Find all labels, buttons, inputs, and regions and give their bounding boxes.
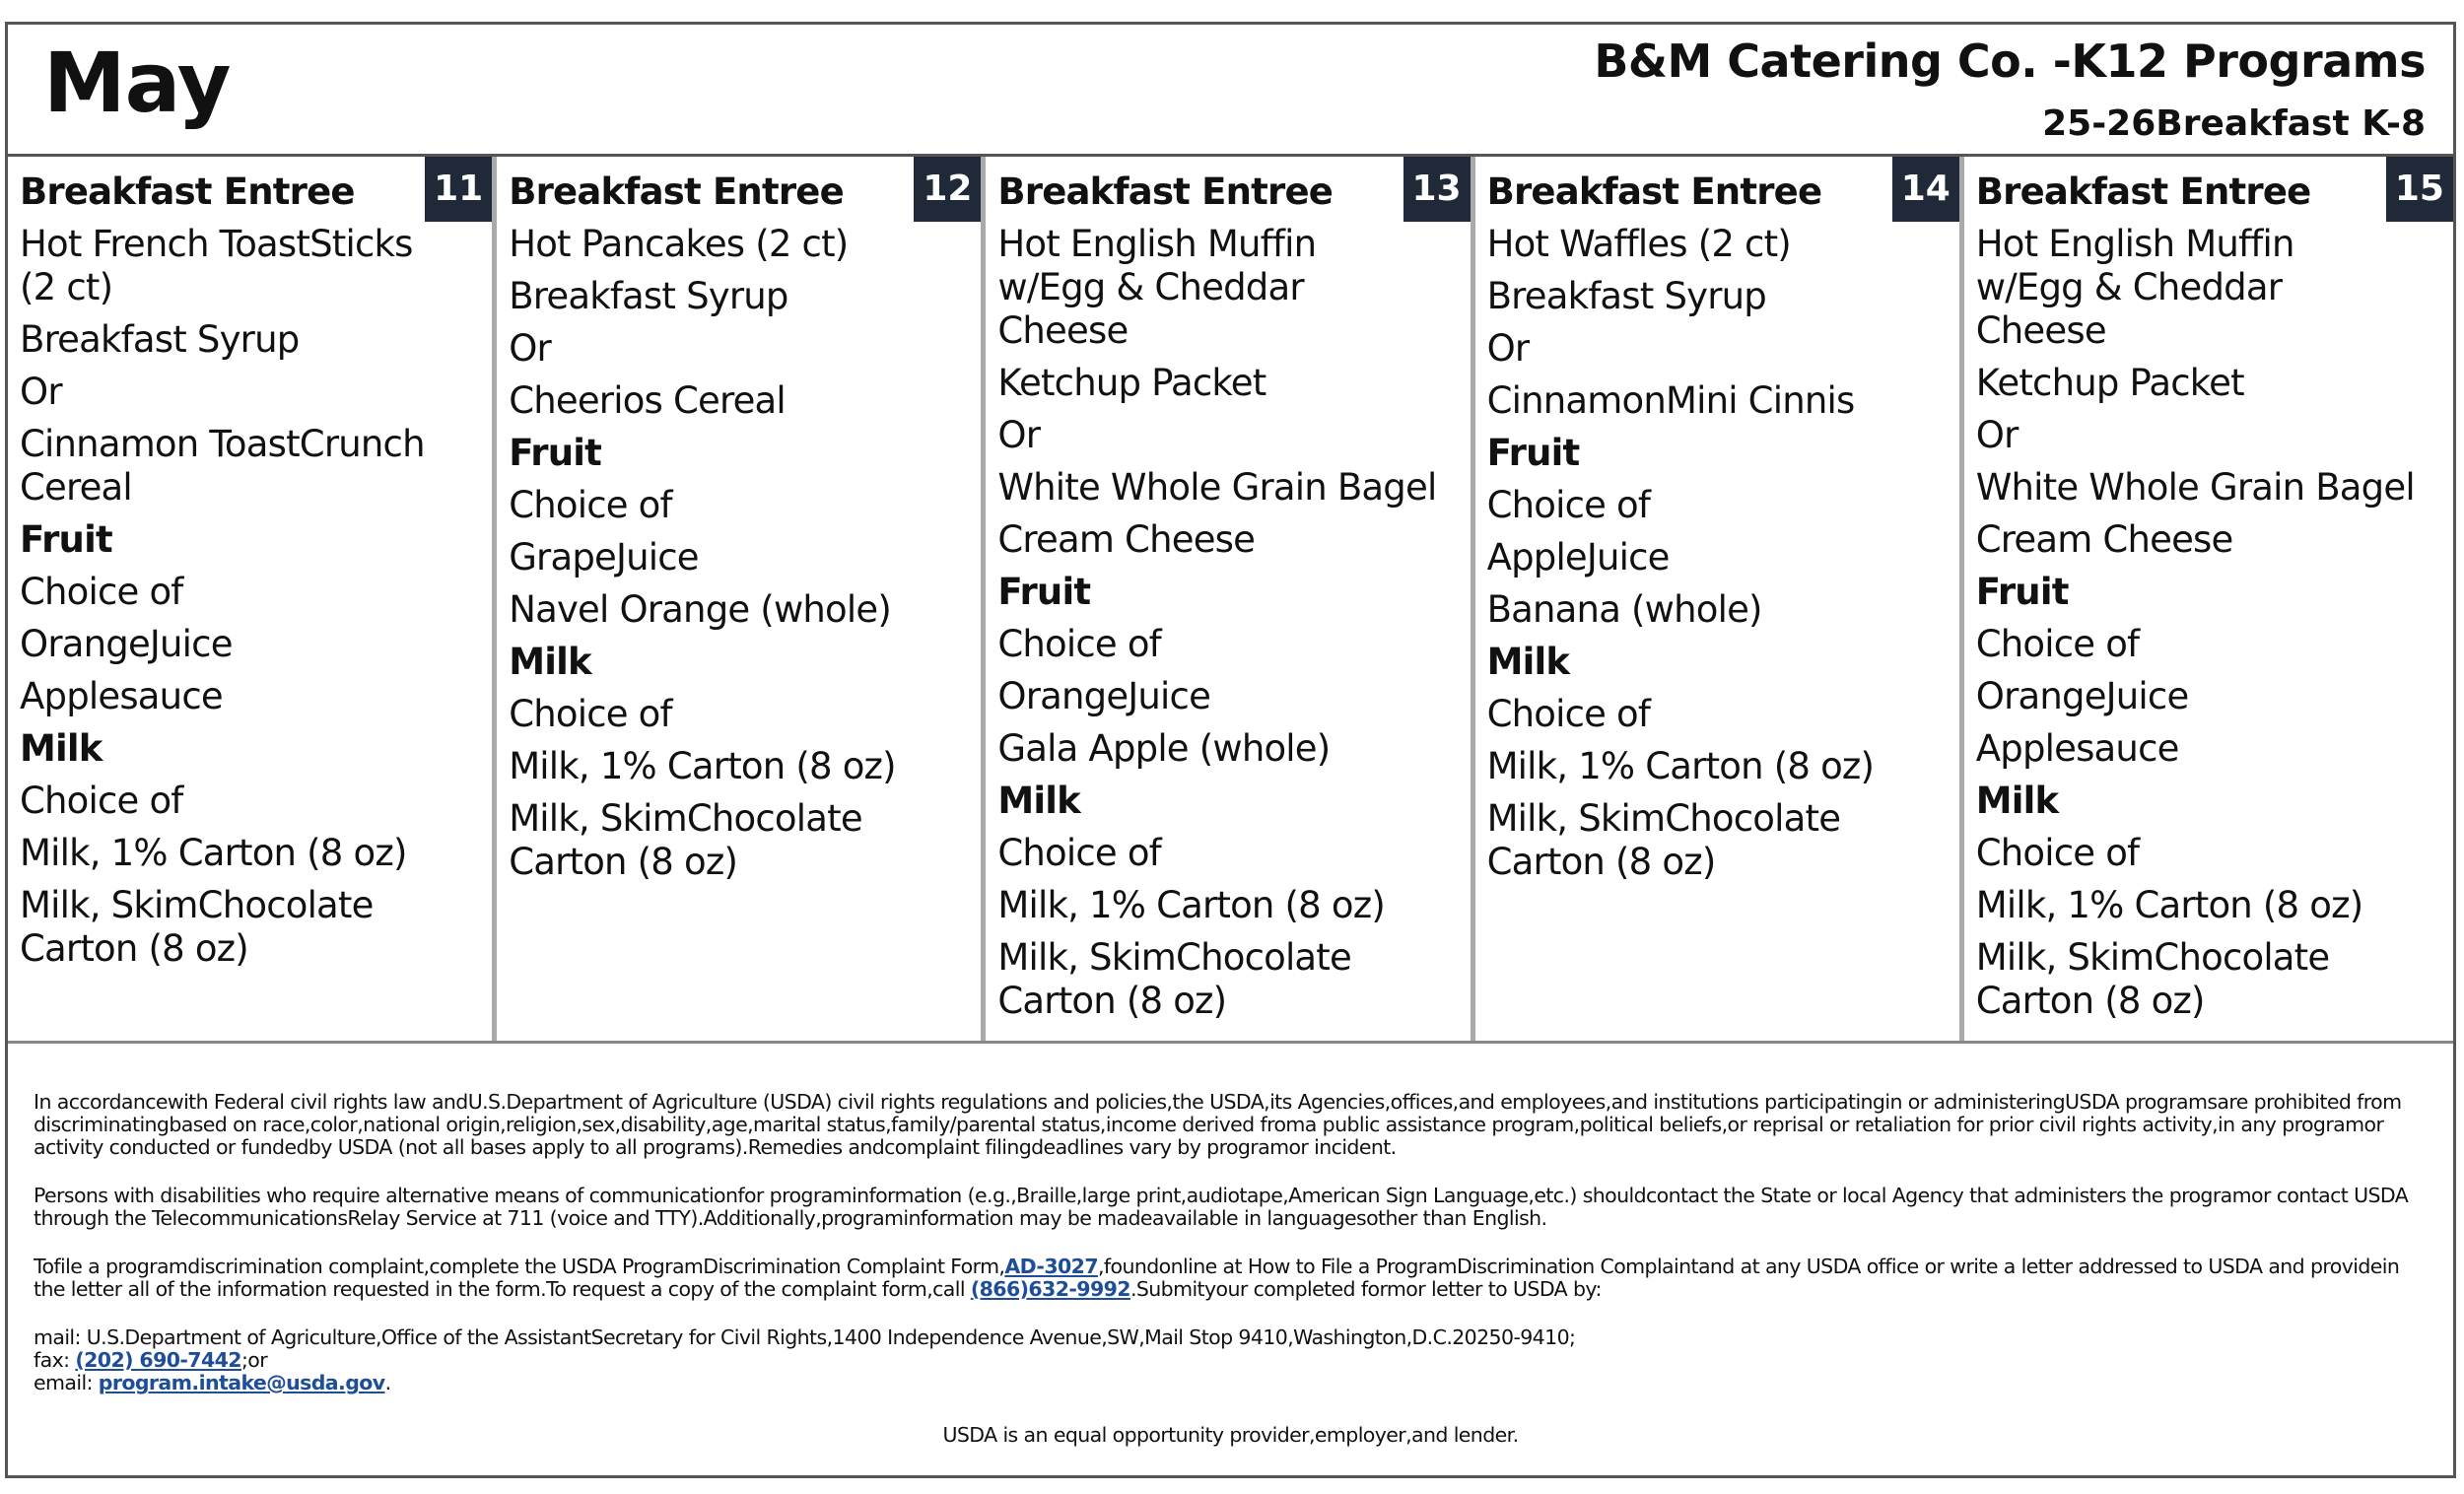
menu-item: Milk, SkimChocolate Carton (8 oz) bbox=[1486, 797, 1841, 883]
menu-item: Hot Waffles (2 ct) bbox=[1486, 223, 1791, 265]
form-link[interactable]: AD-3027 bbox=[1004, 1255, 1098, 1278]
menu-item: OrangeJuice bbox=[20, 623, 233, 665]
day-column bbox=[1964, 157, 2453, 1041]
menu-category: Breakfast Entree bbox=[1975, 170, 2311, 213]
menu-item: Or bbox=[20, 371, 62, 413]
menu-item: Milk, 1% Carton (8 oz) bbox=[509, 745, 896, 787]
menu-item: Milk, 1% Carton (8 oz) bbox=[1975, 884, 2363, 926]
menu-item: Gala Apple (whole) bbox=[997, 727, 1331, 770]
day-number-badge: 14 bbox=[1892, 157, 1959, 222]
menu-item: Navel Orange (whole) bbox=[509, 588, 891, 631]
menu-item: CinnamonMini Cinnis bbox=[1486, 379, 1855, 422]
fax-link[interactable]: (202) 690-7442 bbox=[75, 1348, 241, 1372]
menu-item: Cream Cheese bbox=[997, 518, 1256, 561]
menu-item: Breakfast Syrup bbox=[1486, 275, 1766, 317]
menu-item: Choice of bbox=[997, 623, 1161, 665]
menu-item: Or bbox=[1975, 414, 2019, 456]
menu-category: Breakfast Entree bbox=[1486, 170, 1822, 213]
legal-paragraph-2: Persons with disabilities who require alternative means of communicationfor programinformation (e.g.,Braille,large print,audiotape,American Sign Language,etc.) shouldcontact the State or local Agency that administers the programor contact USDA through the TelecommunicationsRelay Service at 711 (voice and TTY).Additionally,programinformation may be madeavailable in languagesother than English. bbox=[34, 1184, 2409, 1230]
mail-line: mail: U.S.Department of Agriculture,Office of the AssistantSecretary for Civil Rights,1400 Independence Avenue,SW,Mail Stop 9410,Washington,D.C.20250-9410; bbox=[34, 1325, 1576, 1349]
legal-text: .Submityour completed formor letter to USDA by: bbox=[1129, 1277, 1602, 1301]
fax-label: fax: bbox=[34, 1348, 76, 1372]
menu-category: Fruit bbox=[509, 432, 602, 474]
menu-item: Milk, 1% Carton (8 oz) bbox=[997, 884, 1385, 926]
legal-paragraph-3 bbox=[34, 1256, 2429, 1301]
day-columns bbox=[8, 157, 2453, 1044]
day-column bbox=[8, 157, 497, 1041]
day-number-badge: 13 bbox=[1403, 157, 1471, 222]
menu-item: Cream Cheese bbox=[1975, 518, 2233, 561]
menu-item: Choice of bbox=[509, 693, 672, 735]
company-name: B&M Catering Co. -K12 Programs bbox=[1594, 34, 2426, 88]
menu-category: Breakfast Entree bbox=[997, 170, 1334, 213]
menu-item: Ketchup Packet bbox=[997, 362, 1266, 404]
menu-category: Breakfast Entree bbox=[509, 170, 844, 213]
menu-item: Hot French ToastSticks (2 ct) bbox=[20, 223, 413, 308]
menu-item: Choice of bbox=[20, 780, 183, 822]
day-column bbox=[497, 157, 986, 1041]
email-link[interactable]: program.intake@usda.gov bbox=[98, 1371, 385, 1394]
menu-item: Choice of bbox=[1975, 623, 2140, 665]
menu-category: Milk bbox=[1975, 780, 2059, 822]
menu-item: Hot English Muffin w/Egg & Cheddar Cheese bbox=[1975, 223, 2294, 352]
menu-category: Breakfast Entree bbox=[20, 170, 355, 213]
menu-item: Hot English Muffin w/Egg & Cheddar Cheese bbox=[997, 223, 1317, 352]
email-line bbox=[34, 1372, 2429, 1394]
fax-line bbox=[34, 1349, 2429, 1372]
menu-item: Choice of bbox=[1975, 832, 2140, 874]
legal-text: Tofile a programdiscrimination complaint,complete the USDA ProgramDiscrimination Complaint Form, bbox=[34, 1255, 1005, 1278]
menu-item: Choice of bbox=[1486, 693, 1651, 735]
legal-paragraph-1: In accordancewith Federal civil rights law andU.S.Department of Agriculture (USDA) civil rights regulations and policies,the USDA,its Agencies,offices,and employees,and institutions participatingin or administeringUSDA programsare prohibited from discriminatingbased on race,color,national origin,religion,sex,disability,age,marital status,family/parental status,income derived froma public assistance program,political beliefs,or reprisal or retaliation for prior civil rights activity,in any programor activity conducted or fundedby USDA (not all bases apply to all programs).Remedies andcomplaint filingdeadlines vary by programor incident. bbox=[34, 1090, 2402, 1159]
menu-item: Breakfast Syrup bbox=[509, 275, 788, 317]
menu-category: Milk bbox=[20, 727, 103, 770]
fax-suffix: ;or bbox=[240, 1348, 268, 1372]
menu-category: Fruit bbox=[1486, 432, 1580, 474]
nondiscrimination-statement bbox=[34, 1091, 2429, 1394]
menu-item: Cheerios Cereal bbox=[509, 379, 786, 422]
menu-item: AppleJuice bbox=[1486, 536, 1670, 578]
menu-item: White Whole Grain Bagel bbox=[997, 466, 1437, 509]
menu-category: Fruit bbox=[20, 518, 112, 561]
menu-item: Hot Pancakes (2 ct) bbox=[509, 223, 849, 265]
menu-item: Milk, 1% Carton (8 oz) bbox=[20, 832, 407, 874]
menu-item: Or bbox=[997, 414, 1041, 456]
day-number-badge: 15 bbox=[2386, 157, 2453, 222]
menu-item: White Whole Grain Bagel bbox=[1975, 466, 2415, 509]
menu-item: Applesauce bbox=[20, 675, 223, 717]
menu-item: OrangeJuice bbox=[1975, 675, 2189, 717]
day-number-badge: 12 bbox=[914, 157, 981, 222]
menu-item: Milk, 1% Carton (8 oz) bbox=[1486, 745, 1875, 787]
menu-item: Or bbox=[509, 327, 551, 370]
menu-item: Milk, SkimChocolate Carton (8 oz) bbox=[997, 936, 1351, 1022]
menu-item: Milk, SkimChocolate Carton (8 oz) bbox=[509, 797, 862, 883]
day-column bbox=[986, 157, 1474, 1041]
menu-item: Milk, SkimChocolate Carton (8 oz) bbox=[1975, 936, 2330, 1022]
day-column bbox=[1475, 157, 1964, 1041]
menu-item: Cinnamon ToastCrunch Cereal bbox=[20, 423, 425, 509]
menu-category: Fruit bbox=[1975, 571, 2069, 613]
month-title: May bbox=[43, 34, 231, 131]
menu-item: Ketchup Packet bbox=[1975, 362, 2244, 404]
program-name: 25-26Breakfast K-8 bbox=[2042, 103, 2426, 144]
email-label: email: bbox=[34, 1371, 99, 1394]
equal-opportunity-statement: USDA is an equal opportunity provider,employer,and lender. bbox=[942, 1423, 1519, 1447]
legal-text: ,foundonline at How to File a ProgramDiscrimination Complaintand at any USDA office or write a letter addressed to USDA and providein the letter all of the information requested in the form.To request a copy of the complaint form,call bbox=[34, 1255, 2400, 1301]
menu-item: Choice of bbox=[997, 832, 1161, 874]
menu-category: Fruit bbox=[997, 571, 1091, 613]
menu-item: Applesauce bbox=[1975, 727, 2179, 770]
menu-item: Or bbox=[1486, 327, 1530, 370]
menu-item: Choice of bbox=[20, 571, 183, 613]
calendar-header bbox=[8, 25, 2453, 157]
menu-item: GrapeJuice bbox=[509, 536, 699, 578]
menu-calendar bbox=[5, 22, 2456, 1478]
menu-item: OrangeJuice bbox=[997, 675, 1211, 717]
menu-category: Milk bbox=[509, 641, 591, 683]
menu-item: Choice of bbox=[1486, 484, 1651, 526]
email-suffix: . bbox=[384, 1371, 391, 1394]
menu-item: Choice of bbox=[509, 484, 672, 526]
menu-item: Banana (whole) bbox=[1486, 588, 1762, 631]
phone-link[interactable]: (866)632-9992 bbox=[970, 1277, 1130, 1301]
menu-category: Milk bbox=[1486, 641, 1570, 683]
day-number-badge: 11 bbox=[425, 157, 492, 222]
menu-item: Milk, SkimChocolate Carton (8 oz) bbox=[20, 884, 374, 970]
menu-category: Milk bbox=[997, 780, 1080, 822]
menu-item: Breakfast Syrup bbox=[20, 318, 300, 361]
